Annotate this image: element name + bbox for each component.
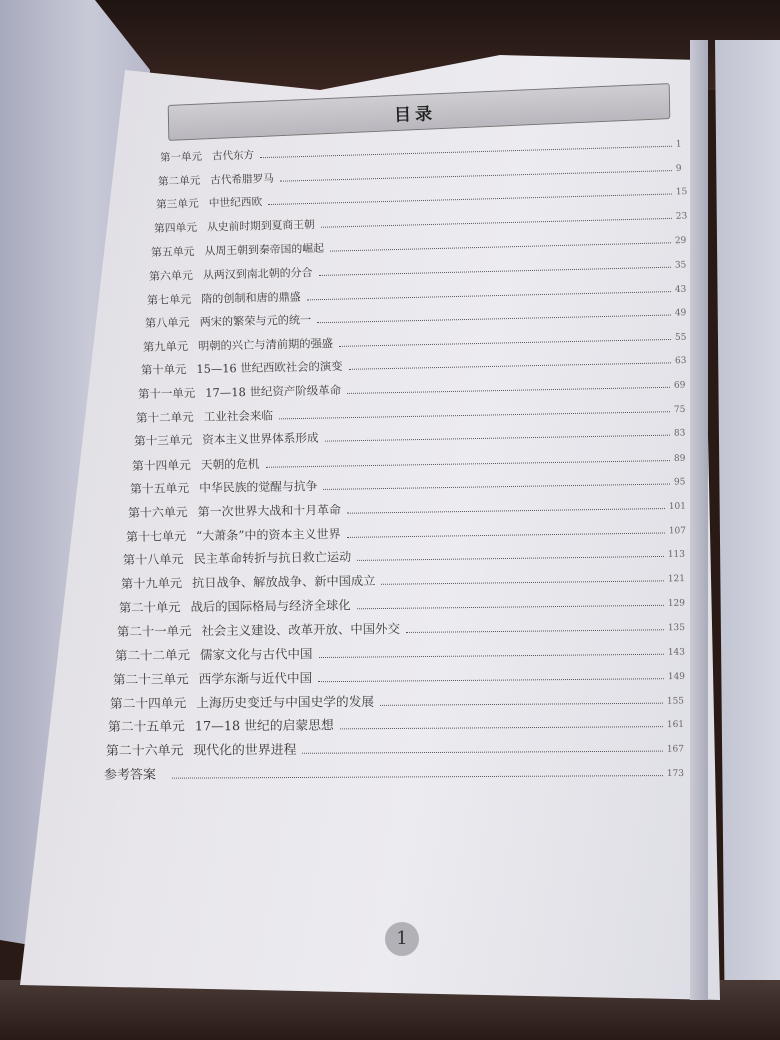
toc-page-number: 167 [666,744,685,755]
toc-unit-label: 第十九单元 [121,576,183,591]
toc-page-number: 135 [667,623,685,634]
toc-page-number: 173 [666,768,685,779]
toc-entry [106,736,684,759]
toc-unit-label: 第十八单元 [123,552,185,568]
toc-dot-leader [318,653,663,657]
toc-unit-label: 第十三单元 [134,433,193,449]
toc-entry [123,544,685,568]
toc-entry [143,327,687,354]
toc-entry-title: 现代化的世界进程 [193,742,297,759]
toc-page-number: 55 [674,332,687,343]
toc-page-number: 75 [674,404,686,415]
toc-entry-title: 工业社会来临 [203,408,274,424]
toc-entry [138,375,686,402]
toc-dot-leader [320,218,671,228]
toc-page-number: 89 [673,453,686,464]
toc-unit-label: 第六单元 [149,268,194,283]
toc-page-number: 69 [674,380,686,391]
toc-page-number: 49 [674,308,687,319]
toc-entry-title: 两宋的繁荣与元的统一 [199,313,312,329]
toc-unit-label: 第四单元 [153,220,197,235]
toc-entry-title: “大萧条”中的资本主义世界 [195,526,341,543]
toc-entry [153,207,687,236]
toc-unit-label: 第十七单元 [125,528,186,544]
toc-page-number: 63 [674,356,687,367]
toc-page-number: 101 [668,501,686,512]
toc-entry [110,688,684,712]
toc-entry [115,640,685,663]
toc-dot-leader [325,435,670,442]
toc-entry [132,448,686,474]
toc-entry-title: 从两汉到南北朝的分合 [202,266,313,282]
toc-dot-leader [381,702,664,705]
toc-unit-label: 参考答案 [103,767,157,783]
toc-entry [117,616,685,640]
toc-dot-leader [348,387,671,394]
toc-entry-title: 资本主义世界体系形成 [202,430,319,447]
toc-dot-leader [307,291,671,300]
toc-entry [160,135,688,165]
toc-unit-label: 第十五单元 [129,481,190,497]
toc-unit-label: 第十一单元 [138,385,196,401]
toc-entry-title: 明朝的兴亡与清前期的强盛 [197,336,333,353]
toc-dot-leader [172,775,663,779]
toc-entry [128,496,686,521]
toc-unit-label: 第九单元 [142,339,188,354]
toc-dot-leader [266,460,670,468]
toc-entry-title: 中世纪西欧 [208,195,263,210]
toc-page-number: 149 [667,672,685,683]
toc-dot-leader [318,678,664,682]
toc-entry [155,183,687,212]
toc-page-number: 121 [667,573,686,585]
toc-unit-label: 第五单元 [151,245,196,260]
toc-entry [121,568,685,592]
toc-page-number: 95 [673,477,686,488]
toc-page-number: 107 [668,525,686,537]
toc-unit-label: 第二十单元 [118,600,181,616]
toc-page-number: 9 [675,163,682,174]
toc-entry-title: 从周王朝到秦帝国的崛起 [204,242,325,259]
toc-dot-leader [260,146,672,159]
toc-unit-label: 第十单元 [140,362,187,378]
toc-page-number: 43 [674,284,687,295]
toc-unit-label: 第一单元 [159,150,203,164]
toc-page-number: 129 [667,598,686,610]
toc-entry [145,303,687,331]
toc-entry-title: 隋的创制和唐的鼎盛 [201,290,301,306]
toc-unit-label: 第二十四单元 [110,695,187,711]
toc-dot-leader [357,605,664,609]
toc-unit-label: 第二十五单元 [108,719,186,736]
toc-entry-title: 战后的国际格局与经济全球化 [190,598,351,615]
toc-page-number: 29 [675,236,687,247]
toc-entry [108,712,684,735]
toc-entry-title: 古代东方 [211,149,255,163]
toc-unit-label: 第七单元 [146,292,192,307]
toc-page-number: 15 [675,187,688,198]
toc-page-number: 143 [667,647,685,658]
toc-dot-leader [382,580,664,584]
toc-entry [151,231,687,260]
toc-title: 目录 [393,104,437,126]
toc-entry-title: 民主革命转折与抗日救亡运动 [193,550,352,567]
toc-entry [140,351,686,378]
toc-unit-label: 第十六单元 [127,505,188,520]
toc-entry-title: 从史前时期到夏商王朝 [206,217,315,234]
toc-unit-label: 第十二单元 [136,409,195,425]
toc-page-number: 23 [675,211,687,222]
toc-entry-title: 第一次世界大战和十月革命 [197,502,341,519]
toc-dot-leader [348,363,670,370]
toc-unit-label: 第三单元 [155,197,199,212]
toc-dot-leader [268,194,672,206]
toc-page-number: 35 [675,260,687,271]
toc-unit-label: 第八单元 [144,316,190,331]
toc-dot-leader [317,315,671,324]
toc-entry [147,279,687,307]
toc-entry [130,472,686,498]
toc-entry [113,664,685,688]
toc-dot-leader [303,751,663,754]
toc-entry-title: 17—18 世纪资产阶级革命 [205,383,342,400]
toc-entry-title: 抗日战争、解放战争、新中国成立 [192,573,376,590]
toc-page-number: 1 [675,139,682,150]
toc-dot-leader [339,339,671,347]
toc-entry [136,400,686,426]
toc-dot-leader [406,629,664,633]
toc-dot-leader [358,556,665,561]
toc-entry-title: 15—16 世纪西欧社会的演变 [195,359,343,377]
toc-entry-title: 中华民族的觉醒与抗争 [198,479,318,496]
toc-entry [125,520,685,545]
toc-unit-label: 第二十六单元 [106,743,184,759]
toc-entry [104,761,684,783]
toc-unit-label: 第二单元 [157,174,201,188]
toc-dot-leader [340,727,663,730]
toc-dot-leader [319,267,671,276]
toc-dot-leader [346,532,664,537]
toc-entry [134,424,686,450]
toc-dot-leader [347,508,665,514]
toc-dot-leader [323,484,670,490]
toc-entry-title: 儒家文化与古代中国 [199,645,313,662]
toc-entry-title: 天朝的危机 [200,456,260,472]
toc-dot-leader [280,170,672,182]
toc-entry-title: 西学东渐与近代中国 [198,670,312,687]
toc-dot-leader [279,411,670,419]
toc-unit-label: 第二十三单元 [112,671,189,688]
toc-unit-label: 第二十一单元 [116,623,192,639]
toc-page-number: 161 [667,720,685,731]
toc-unit-label: 第二十二单元 [114,646,190,663]
toc-entry-title: 上海历史变迁与中国史学的发展 [196,693,375,711]
toc-page-number: 155 [667,696,685,707]
toc-entry [149,255,687,284]
toc-unit-label: 第十四单元 [131,457,191,473]
toc-dot-leader [331,243,672,252]
toc-page-number: 83 [674,428,686,439]
toc-entry-title: 社会主义建设、改革开放、中国外交 [201,621,400,639]
toc-entry [119,592,685,616]
toc-entry-title: 古代希腊罗马 [210,172,274,187]
toc-entry-title: 17—18 世纪的启蒙思想 [195,718,335,735]
toc-page-number: 113 [668,549,686,561]
page-number: 1 [385,922,419,956]
